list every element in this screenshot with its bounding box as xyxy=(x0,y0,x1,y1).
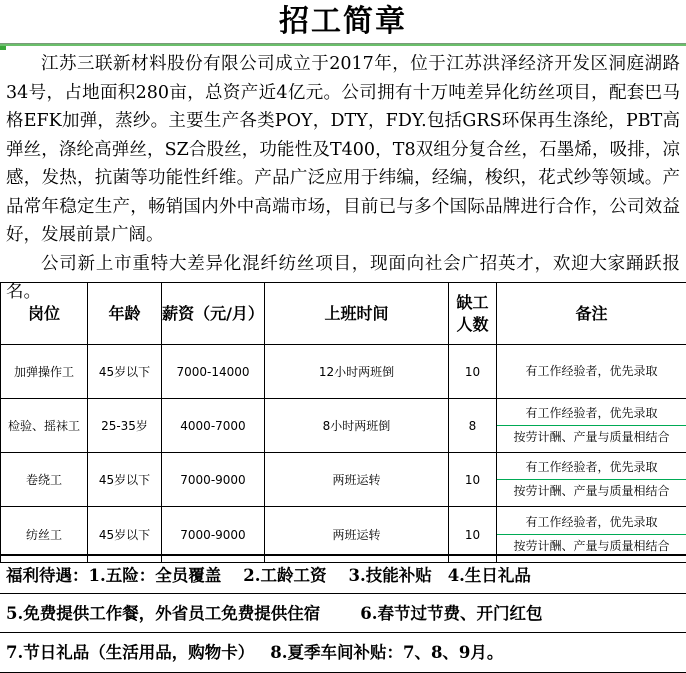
cell-position: 卷绕工 xyxy=(1,453,88,507)
table-row xyxy=(1,453,686,507)
cell-hours: 两班运转 xyxy=(265,507,449,563)
cell-hours: 8小时两班倒 xyxy=(265,399,449,453)
cell-openings: 10 xyxy=(449,453,497,507)
cell-salary: 4000-7000 xyxy=(162,399,265,453)
note-line: 按劳计酬、产量与质量相结合 xyxy=(513,539,670,553)
cell-position: 检验、摇袜工 xyxy=(1,399,88,453)
benefits-row-2 xyxy=(0,594,686,634)
header-notes: 备注 xyxy=(497,283,686,345)
table-row xyxy=(1,345,686,399)
cell-position: 加弹操作工 xyxy=(1,345,88,399)
benefit-item: 3.技能补贴 xyxy=(348,566,432,585)
company-intro xyxy=(0,44,686,302)
header-openings: 缺工人数 xyxy=(449,283,497,345)
cell-age: 25-35岁 xyxy=(88,399,162,453)
benefit-item: 4.生日礼品 xyxy=(447,566,531,585)
page-title: 招工简章 xyxy=(0,0,686,44)
note-line: 有工作经验者，优先录取 xyxy=(497,402,686,426)
cell-age: 45岁以下 xyxy=(88,507,162,563)
cell-notes xyxy=(497,345,686,399)
benefit-item: 福利待遇：1.五险：全员覆盖 xyxy=(6,566,222,585)
header-position: 岗位 xyxy=(1,283,88,345)
cell-notes xyxy=(497,453,686,507)
cell-hours: 12小时两班倒 xyxy=(265,345,449,399)
intro-paragraph-2: 公司新上市重特大差异化混纤纺丝项目，现面向社会广招英才，欢迎大家踊跃报名。 xyxy=(6,253,680,302)
table-row xyxy=(1,399,686,453)
benefit-item: 8.夏季车间补贴：7、8、9月。 xyxy=(270,643,504,662)
note-line: 有工作经验者，优先录取 xyxy=(497,511,686,535)
header-age: 年龄 xyxy=(88,283,162,345)
header-hours: 上班时间 xyxy=(265,283,449,345)
note-line: 按劳计酬、产量与质量相结合 xyxy=(513,430,670,444)
cell-position: 纺丝工 xyxy=(1,507,88,563)
benefits-row-3 xyxy=(0,633,686,673)
cell-age: 45岁以下 xyxy=(88,345,162,399)
cell-salary: 7000-9000 xyxy=(162,453,265,507)
intro-paragraph-1: 江苏三联新材料股份有限公司成立于2017年，位于江苏洪泽经济开发区洞庭湖路34号，占地面积280亩，总资产近4亿元。公司拥有十万吨差异化纺丝项目，配套巴马格EFK加弹，蒸纱。主要生产各类POY，DTY，FDY.包括GRS环保再生涤纶，PBT高弹丝，涤纶高弹丝，SZ合股丝，功能性及T400，T8双组分复合丝，石墨烯，吸排，凉感，发热，抗菌等功能性纤维。产品广泛应用于纬编，经编，梭织，花式纱等领域。产品常年稳定生产，畅销国内外中高端市场，目前已与多个国际品牌进行合作，公司效益好，发展前景广阔。 xyxy=(6,54,680,245)
cell-openings: 10 xyxy=(449,507,497,563)
cell-salary: 7000-9000 xyxy=(162,507,265,563)
benefits-section xyxy=(0,554,686,673)
cell-salary: 7000-14000 xyxy=(162,345,265,399)
header-salary: 薪资（元/月） xyxy=(162,283,265,345)
note-line: 有工作经验者，优先录取 xyxy=(497,456,686,480)
cell-notes xyxy=(497,399,686,453)
cell-openings: 8 xyxy=(449,399,497,453)
benefits-row-1 xyxy=(0,554,686,594)
note-line: 有工作经验者，优先录取 xyxy=(525,364,658,378)
cell-openings: 10 xyxy=(449,345,497,399)
benefit-item: 5.免费提供工作餐，外省员工免费提供住宿 xyxy=(6,603,321,623)
table-header-row xyxy=(1,283,686,345)
benefit-item: 6.春节过节费、开门红包 xyxy=(360,603,543,623)
benefit-item: 7.节日礼品（生活用品，购物卡） xyxy=(6,643,255,662)
cell-age: 45岁以下 xyxy=(88,453,162,507)
cell-hours: 两班运转 xyxy=(265,453,449,507)
benefit-item: 2.工龄工资 xyxy=(243,566,327,585)
jobs-table xyxy=(0,282,686,563)
note-line: 按劳计酬、产量与质量相结合 xyxy=(513,484,670,498)
